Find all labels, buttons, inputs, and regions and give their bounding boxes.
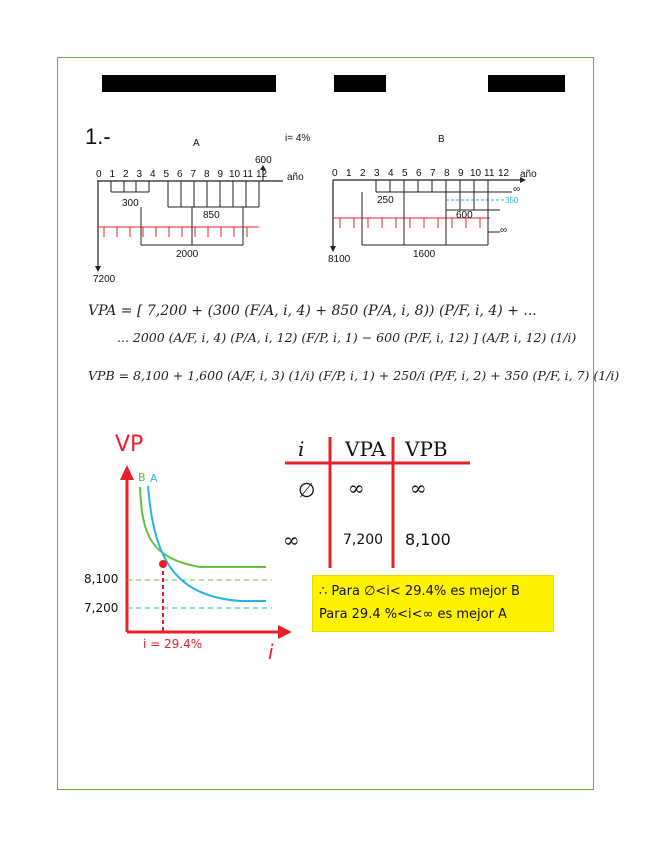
value-a-850: 850	[203, 210, 220, 221]
table-cell-r1-vpa: ∞	[348, 476, 365, 500]
year-tick-label: 5	[402, 168, 408, 179]
value-a-2000: 2000	[176, 249, 199, 260]
table-header-i: i	[298, 437, 305, 461]
value-b-8100: 8100	[328, 254, 351, 265]
year-tick-label: 11	[484, 168, 495, 179]
year-tick-label: 7	[190, 169, 197, 180]
year-tick-label: 5	[163, 169, 170, 180]
value-b-250: 250	[377, 195, 394, 206]
year-tick-label: 6	[416, 168, 422, 179]
table-header-vpb: VPB	[405, 437, 448, 461]
year-tick-label: 1	[109, 169, 116, 180]
year-tick-label: 6	[177, 169, 183, 180]
year-tick-label: 10	[229, 169, 241, 180]
year-tick-label: 9	[458, 168, 464, 179]
value-b-600: 600	[456, 210, 473, 221]
problem-number: 1.-	[85, 124, 111, 149]
intersection-label: i = 29.4%	[143, 637, 203, 651]
diagram-b-label: B	[438, 134, 445, 145]
value-a-7200: 7200	[93, 274, 116, 285]
graph-x-label: i	[268, 640, 274, 664]
year-tick-label: 2	[123, 169, 129, 180]
year-label-a: año	[287, 172, 304, 183]
infinity-top-b: ∞	[513, 184, 521, 195]
table-cell-r2-i: ∞	[283, 528, 300, 552]
table-cell-r1-vpb: ∞	[410, 476, 427, 500]
value-a-300: 300	[122, 198, 139, 209]
graph-y-label: VP	[115, 432, 144, 457]
infinity-bottom-b: ∞	[500, 225, 508, 236]
year-tick-label: 8	[204, 169, 210, 180]
value-b-350: 350	[505, 196, 519, 205]
year-tick-label: 4	[388, 168, 394, 179]
year-tick-label: 11	[242, 169, 253, 180]
year-tick-label: 12	[498, 168, 510, 179]
interest-rate: i= 4%	[285, 133, 311, 144]
table-cell-r1-i: ∅	[298, 478, 316, 502]
year-tick-label: 10	[470, 168, 482, 179]
year-tick-label: 8	[444, 168, 450, 179]
year-tick-label: 0	[96, 169, 102, 180]
table-cell-r2-vpb: 8,100	[405, 530, 451, 549]
year-tick-label: 7	[430, 168, 436, 179]
year-tick-label: 1	[346, 168, 352, 179]
year-tick-label: 9	[217, 169, 224, 180]
level-b-value: 8,100	[84, 572, 119, 586]
equation-vpa-line2: ... 2000 (A/F, i, 4) (P/A, i, 12) (F/P, i, 1) − 600 (P/F, i, 12) ] (A/P, i, 12) (1/i)	[117, 330, 577, 345]
table-header-vpa: VPA	[345, 437, 386, 461]
year-tick-label: 3	[374, 168, 380, 179]
equation-vpb: VPB = 8,100 + 1,600 (A/F, i, 3) (1/i) (F/P, i, 1) + 250/i (P/F, i, 2) + 350 (P/F, i, 7) (1/i)	[88, 368, 620, 383]
level-a-value: 7,200	[84, 601, 119, 615]
year-label-b: año	[520, 169, 537, 180]
year-tick-label: 12	[256, 169, 268, 180]
conclusion-box	[312, 575, 554, 632]
year-tick-label: 0	[332, 168, 338, 179]
equation-vpa-line1: VPA = [ 7,200 + (300 (F/A, i, 4) + 850 (P/A, i, 8)) (P/F, i, 4) + ...	[88, 303, 537, 319]
value-a-600: 600	[255, 155, 272, 166]
table-cell-r2-vpa: 7,200	[343, 532, 384, 548]
curve-b-label: B	[138, 471, 146, 484]
curve-a-label: A	[150, 472, 158, 485]
year-tick-label: 2	[360, 168, 366, 179]
year-tick-label: 3	[136, 169, 143, 180]
value-b-1600: 1600	[413, 249, 436, 260]
conclusion-line-1: ∴ Para ∅<i< 29.4% es mejor B	[319, 584, 520, 599]
conclusion-line-2: Para 29.4 %<i<∞ es mejor A	[319, 607, 507, 622]
diagram-a-label: A	[193, 138, 200, 149]
year-tick-label: 4	[150, 169, 156, 180]
